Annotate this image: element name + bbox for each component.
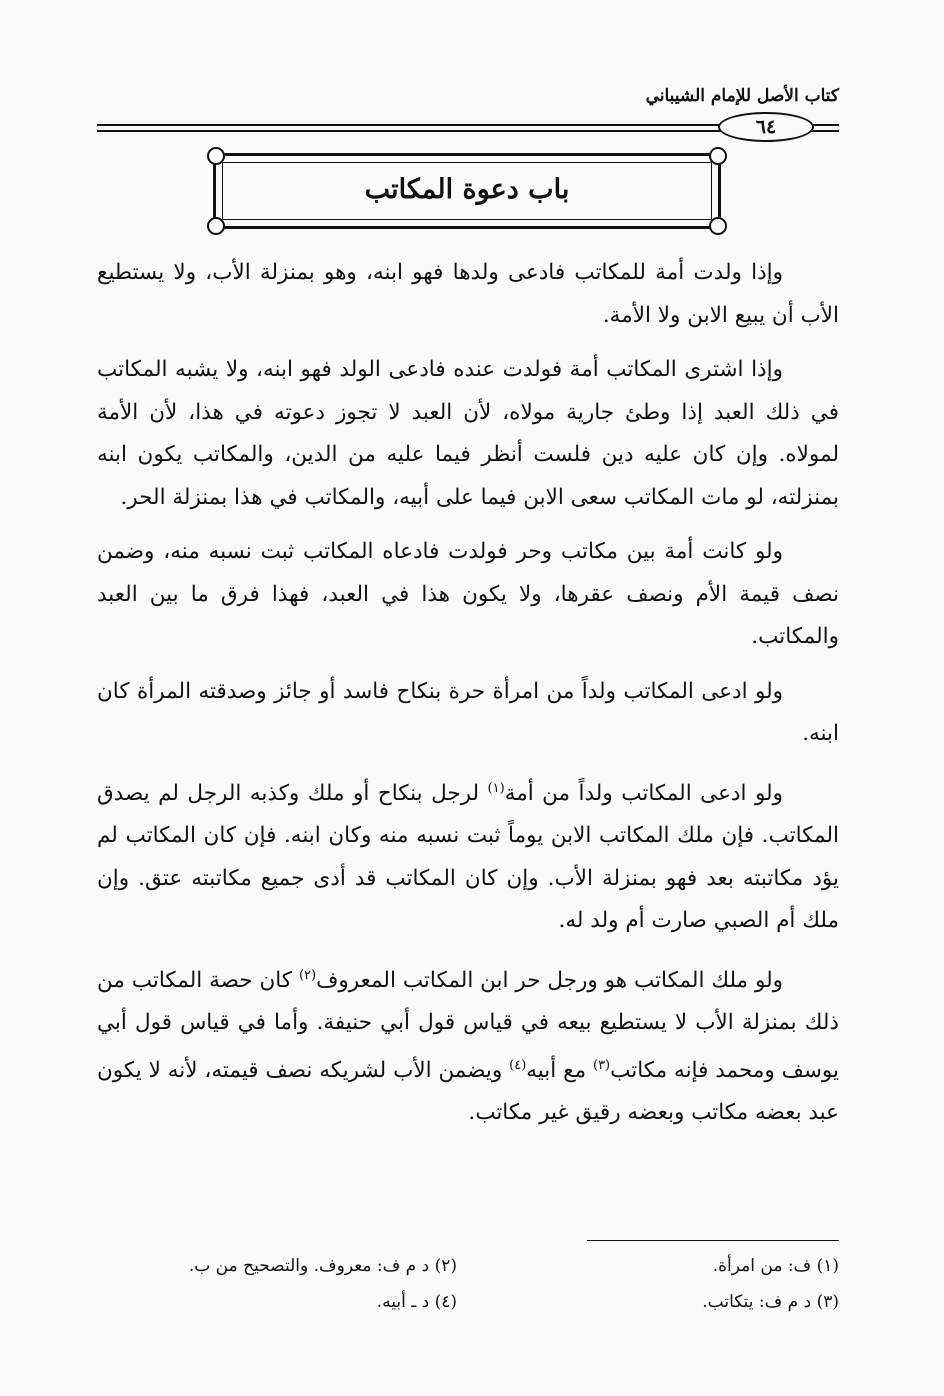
paragraph bbox=[97, 531, 839, 659]
frame-corner-ornament bbox=[207, 147, 225, 165]
paragraph-text: كان حصة المكاتب من ذلك بمنزلة الأب لا يستطيع بيعه في قياس قول أبي حنيفة. وأما في قياس قول أبي يوسف ومحمد فإنه مكاتب bbox=[97, 967, 839, 1083]
paragraph-text: مع أبيه bbox=[526, 1057, 593, 1083]
running-header-title: كتاب الأصل للإمام الشيباني bbox=[645, 86, 839, 106]
footnote-4: (٤) د ـ أبيه. bbox=[376, 1292, 457, 1312]
footnote-marker: (٤) bbox=[509, 1057, 527, 1073]
chapter-title-frame bbox=[213, 153, 721, 229]
footnote-3: (٣) د م ف: يتكاتب. bbox=[702, 1292, 839, 1312]
paragraph-text: وإذا اشترى المكاتب أمة فولدت عنده فادعى الولد فهو ابنه، ولا يشبه المكاتب في ذلك العبد إذا وطئ جارية مولاه، لأن العبد لا تجوز دعوته في هذا، لأن الأمة لمولاه. وإن كان عليه دين فلست أنظر فيما عليه من الدين، والمكاتب يكون ابنه بمنزلته، لو مات المكاتب سعى الابن فيما على أبيه، والمكاتب في هذا بمنزلة الحر. bbox=[97, 357, 839, 510]
paragraph-text: ولو ادعى المكاتب ولداً من أمة bbox=[504, 780, 783, 806]
paragraph bbox=[97, 252, 839, 337]
footnote-2: (٢) د م ف: معروف. والتصحيح من ب. bbox=[188, 1256, 457, 1276]
chapter-title: باب دعوة المكاتب bbox=[364, 174, 570, 205]
frame-corner-ornament bbox=[207, 217, 225, 235]
paragraph-text: ويضمن الأب لشريكه نصف قيمته، لأنه لا يكون عبد بعضه مكاتب وبعضه رقيق غير مكاتب. bbox=[97, 1057, 839, 1126]
paragraph-text: لرجل بنكاح أو ملك وكذبه الرجل لم يصدق المكاتب. فإن ملك المكاتب الابن يوماً ثبت نسبه منه وكان ابنه. فإن كان المكاتب لم يؤد مكاتبته بعد فهو بمنزلة الأب. وإن كان المكاتب قد أدى جميع مكاتبته عتق. وإن ملك أم الصبي صارت أم ولد له. bbox=[97, 780, 839, 934]
frame-corner-ornament bbox=[709, 147, 727, 165]
paragraph bbox=[97, 955, 839, 1135]
paragraph bbox=[97, 349, 839, 519]
paragraph-text: ولو كانت أمة بين مكاتب وحر فولدت فادعاه المكاتب ثبت نسبه منه، وضمن نصف قيمة الأم ونصف عقرها، ولا يكون هذا في العبد، فهذا فرق ما بين العبد والمكاتب. bbox=[97, 539, 839, 649]
frame-corner-ornament bbox=[709, 217, 727, 235]
footnote-separator bbox=[587, 1240, 839, 1241]
footnote-marker: (٣) bbox=[592, 1057, 611, 1073]
paragraph bbox=[97, 768, 839, 943]
footnote-marker: (١) bbox=[487, 780, 505, 796]
page-number: ٦٤ bbox=[718, 112, 814, 142]
paragraph bbox=[97, 671, 839, 756]
main-text bbox=[97, 252, 839, 1147]
paragraph-text: ولو ادعى المكاتب ولداً من امرأة حرة بنكاح فاسد أو جائز وصدقته المرأة كان ابنه. bbox=[97, 678, 839, 746]
paragraph-text: ولو ملك المكاتب هو ورجل حر ابن المكاتب المعروف bbox=[316, 967, 783, 993]
footnote-marker: (٢) bbox=[298, 967, 317, 983]
footnote-1: (١) ف: من امرأة. bbox=[712, 1256, 839, 1276]
paragraph-text: وإذا ولدت أمة للمكاتب فادعى ولدها فهو ابنه، وهو بمنزلة الأب، ولا يستطيع الأب أن يبيع الابن ولا الأمة. bbox=[97, 260, 839, 328]
